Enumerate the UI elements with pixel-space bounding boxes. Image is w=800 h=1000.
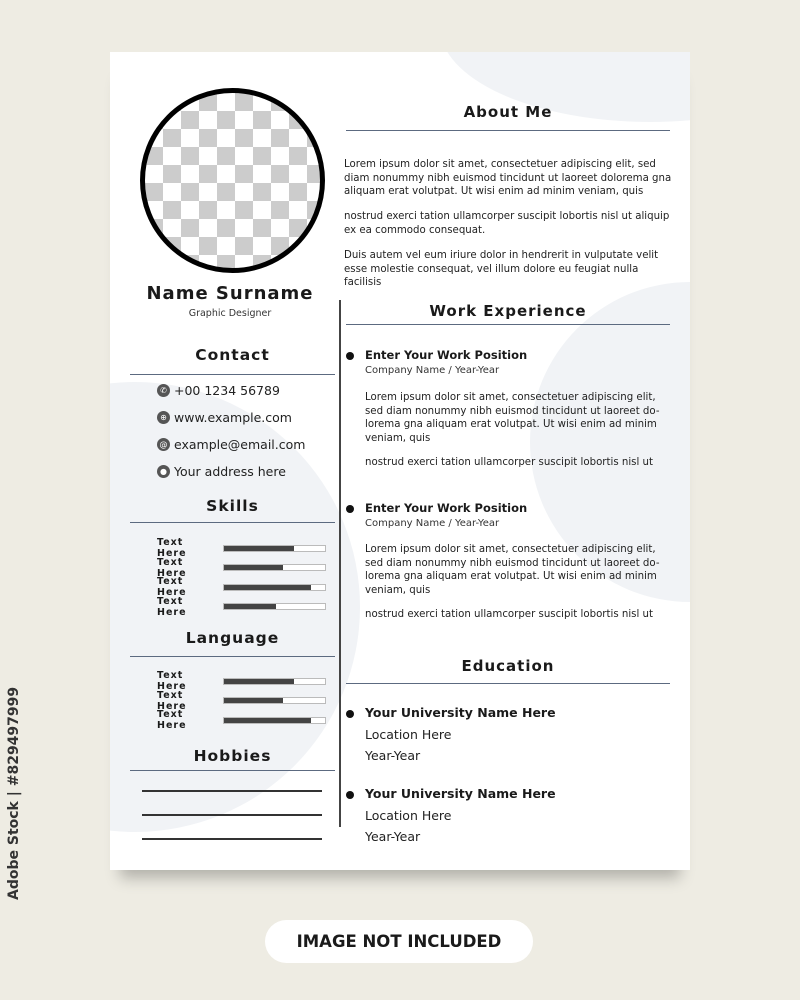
- divider: [346, 683, 670, 684]
- language-heading: Language: [185, 629, 280, 647]
- work-description: Lorem ipsum dolor sit amet, consectetuer adipiscing elit, sed diam nonummy nibh euismod tincidunt ut laoreet do-lorema gna aliquam erat volutpat. Ut wisi enim ad minim veniam, quis: [365, 392, 660, 444]
- divider: [130, 656, 335, 657]
- about-paragraph: Duis autem vel eum iriure dolor in hendrerit in vulputate velit esse molestie consequat, vel illum dolore eu feugiat nulla facilisis: [344, 250, 659, 288]
- profile-name: Name Surname: [146, 283, 314, 304]
- skills-label: Text Here: [157, 595, 187, 618]
- hobby-line: [142, 790, 322, 792]
- education-heading: Education: [461, 657, 555, 675]
- skills-label: Text Here: [157, 556, 187, 579]
- language-bar: [223, 717, 326, 724]
- skills-row: [157, 596, 326, 618]
- education-location: Location Here: [365, 808, 452, 823]
- profile-photo-placeholder: [140, 88, 325, 273]
- skills-bar-fill: [224, 585, 311, 590]
- language-bar-fill: [224, 718, 311, 723]
- work-description: Lorem ipsum dolor sit amet, consectetuer adipiscing elit, sed diam nonummy nibh euismod tincidunt ut laoreet do-lorema gna aliquam erat volutpat. Ut wisi enim ad minim veniam, quis: [365, 544, 660, 596]
- language-bar-fill: [224, 679, 294, 684]
- column-divider: [339, 300, 341, 827]
- hobby-line: [142, 838, 322, 840]
- skills-bar: [223, 564, 326, 571]
- divider: [346, 130, 670, 131]
- contact-email[interactable]: [157, 437, 305, 452]
- language-bar: [223, 697, 326, 704]
- divider: [130, 374, 335, 375]
- work-company: Company Name / Year-Year: [365, 518, 500, 529]
- skills-bar-fill: [224, 565, 283, 570]
- email-icon: @: [157, 438, 170, 451]
- divider: [130, 522, 335, 523]
- work-description: nostrud exerci tation ullamcorper suscipit lobortis nisl ut: [365, 457, 653, 468]
- image-not-included-banner: IMAGE NOT INCLUDED: [265, 920, 533, 963]
- skills-bar: [223, 584, 326, 591]
- location-icon: ●: [157, 465, 170, 478]
- profile-title: Graphic Designer: [188, 308, 272, 319]
- bullet: [346, 352, 354, 360]
- divider: [130, 770, 335, 771]
- about-paragraph: nostrud exerci tation ullamcorper suscipit lobortis nisl ut aliquip ex ea commodo consequat.: [344, 211, 670, 236]
- skills-bar-fill: [224, 604, 276, 609]
- skills-bar: [223, 603, 326, 610]
- education-location: Location Here: [365, 727, 452, 742]
- language-row: [157, 709, 326, 731]
- skills-label: Text Here: [157, 576, 187, 598]
- skills-bar: [223, 545, 326, 552]
- work-position: Enter Your Work Position: [365, 348, 528, 362]
- contact-text: example@email.com: [174, 437, 306, 452]
- education-school: Your University Name Here: [365, 705, 556, 720]
- skills-label: Text Here: [157, 537, 187, 559]
- contact-website[interactable]: [157, 410, 292, 425]
- hobbies-heading: Hobbies: [193, 747, 272, 765]
- education-years: Year-Year: [365, 748, 421, 763]
- language-bar: [223, 678, 326, 685]
- bullet: [346, 791, 354, 799]
- skills-heading: Skills: [206, 497, 259, 515]
- contact-phone: [157, 383, 280, 398]
- bullet: [346, 710, 354, 718]
- language-label: Text Here: [157, 709, 187, 731]
- language-bar-fill: [224, 698, 283, 703]
- contact-address: [157, 464, 286, 479]
- language-label: Text Here: [157, 670, 187, 692]
- globe-icon: ⊕: [157, 411, 170, 424]
- contact-text: +00 1234 56789: [174, 383, 280, 398]
- bullet: [346, 505, 354, 513]
- skills-bar-fill: [224, 546, 294, 551]
- contact-heading: Contact: [195, 346, 270, 364]
- about-heading: About Me: [463, 103, 553, 121]
- stock-id-label: Adobe Stock | #829497999: [6, 686, 22, 900]
- work-position: Enter Your Work Position: [365, 501, 528, 515]
- contact-text: Your address here: [174, 464, 286, 479]
- education-years: Year-Year: [365, 829, 421, 844]
- hobby-line: [142, 814, 322, 816]
- work-company: Company Name / Year-Year: [365, 365, 500, 376]
- language-label: Text Here: [157, 689, 187, 712]
- resume-page: [110, 52, 690, 870]
- about-paragraph: Lorem ipsum dolor sit amet, consectetuer adipiscing elit, sed diam nonummy nibh euismod tincidunt ut laoreet dolorema gna aliquam erat volutpat. Ut wisi enim ad minim veniam, quis: [344, 159, 672, 197]
- education-school: Your University Name Here: [365, 786, 556, 801]
- phone-icon: ✆: [157, 384, 170, 397]
- divider: [346, 324, 670, 325]
- contact-text: www.example.com: [174, 410, 292, 425]
- work-heading: Work Experience: [429, 302, 587, 320]
- work-description: nostrud exerci tation ullamcorper suscipit lobortis nisl ut: [365, 609, 653, 620]
